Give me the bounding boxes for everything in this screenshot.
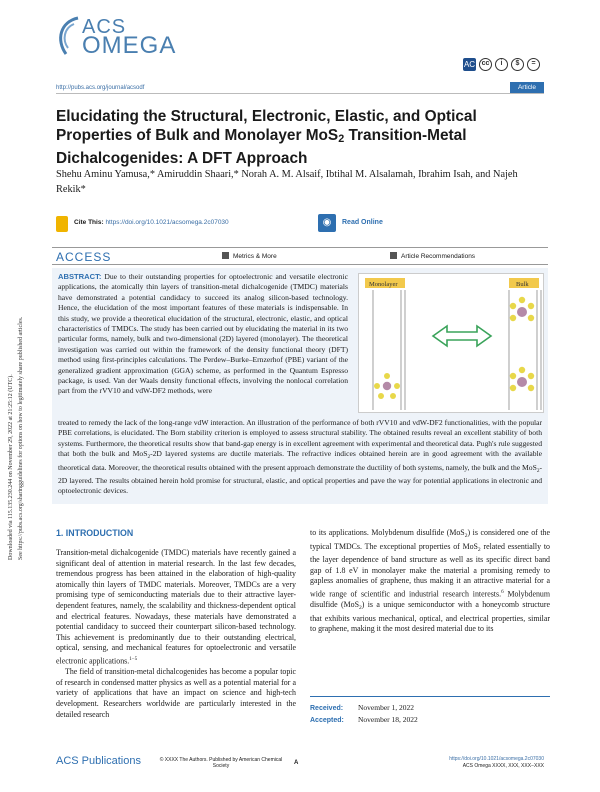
toc-molecule-bulk-bottom [510,367,534,391]
access-bar [52,247,548,265]
cite-bar [56,214,544,238]
doi-link[interactable]: https://doi.org/10.1021/acsomega.2c07030 [105,219,229,226]
journal-logo-omega: OMEGA [82,32,177,59]
toc-bulk-label: Bulk [516,281,529,288]
footer-citation [449,756,544,770]
section-heading-introduction: 1. INTRODUCTION [56,528,134,538]
footer-journal-citation: ACS Omega XXXX, XXX, XXX−XXX [462,763,544,769]
intro-left-column [56,548,296,720]
read-online-button[interactable] [318,214,418,234]
toc-graphic [358,273,544,413]
header-divider [56,93,544,94]
article-recommendations-link[interactable]: Article Recommendations [390,252,475,260]
nd-icon[interactable]: = [527,58,540,71]
ac-icon[interactable]: AC [463,60,476,69]
cite-icon [56,216,68,232]
copyright-notice: © XXXX The Authors. Published by American Chemical Society [159,757,283,769]
acs-publications-logo[interactable]: ACS Publications [56,755,141,767]
page-label: A [294,760,299,766]
journal-url-link[interactable]: http://pubs.acs.org/journal/acsodf [56,85,145,91]
by-icon[interactable]: i [495,58,508,71]
intro-right-column [310,528,550,635]
nc-icon[interactable]: $ [511,58,524,71]
journal-logo-acs: ACS [82,16,127,38]
download-notice: Downloaded via 115.135.230.244 on November 29, 2022 at 21:25:12 (UTC). See https://pubs.acs.org/sharingguidelines for options on how to legitimately share published articles. [8,316,24,560]
recommendations-icon [390,252,397,259]
access-label: ACCESS [56,250,112,264]
cite-this: Cite This: https://doi.org/10.1021/acsomega.2c07030 [74,219,229,226]
toc-arrow [433,326,491,346]
abstract-text-bottom: treated to remedy the lack of the long-range vdW interaction. An illustration of the performance of both rVV10 and vdW-DF2 functionalities, with the popular PBE correlations, is elucidated. The Born stability criterion is employed to assess structural stability. The obtained results reveal an excellent stability of both systems. Furthermore, the theoretical results show that band-gap energy is in excellent agreement with experimental and theoretical data. Pugh's rule suggested that both the bulk and MoS$_2$-2D layered systems are ductile materials. The refractive indices obtained herein are in good agreement with the available theoretical data. Moreover, the theoretical results obtained with the present approach demonstrate the ductility of both systems, namely, the bulk and the MoS$_2$-2D layered. The results obtained herein hold promise for structural, elastic, and optical properties and pave the way for potential applications in electronic and optoelectronic devices. [58,418,542,496]
metrics-icon [222,252,229,259]
article-badge: Article [510,82,544,93]
author-list: Shehu Aminu Yamusa,* Amiruddin Shaari,* Norah A. M. Alsaif, Ibtihal M. Alsalamah, Ibrahim Isah, and Najeh Rekik* [56,169,518,195]
toc-molecule-bulk-top [510,297,534,321]
toc-figure [359,274,545,414]
intro-paragraph-2: The field of transition-metal dichalcogenides has become a popular topic of research in condensed matter physics as well as a potential material for a variety of applications that have an impact on science and high-tech development. Researchers worldwide are particularly interested in the detailed research [56,667,296,719]
accepted-date: Accepted: November 18, 2022 [310,715,418,724]
intro-paragraph-3: to its applications. Molybdenum disulfide (MoS$_2$) is considered one of the typical TMDCs. The exceptional properties of MoS$_2$ related essentially to the layer dependence of band structure as well as its specific direct band gap of 1.8 eV in monolayer make the material a promising remedy to gapless anomalies of graphene, thus making it an attractive material for a wide range of scientific and industrial research interests.$^6$ Molybdenum disulfide (MoS$_2$) is a unique semiconductor with a honeycomb structure that exhibits various mechanical, optical, and electrical properties, similar to graphene, making it the most desired material due to its [310,528,550,634]
toc-molecule-monolayer [374,373,400,399]
toc-monolayer-label: Monolayer [369,281,398,288]
intro-paragraph-1: Transition-metal dichalcogenide (TMDC) materials have recently gained a significant deal of attention in material research. In the last few decades, tremendous progress has been attained in the elaboration of high-quality atomically thin layers of TMDC materials. Moreover, TMDCs are a very promising type of semiconducting materials due to their attractive layer-dependent features, namely, the scalability and thickness-dependent optical and electrical features. Nowadays, these materials have demonstrated a potential candidacy to succeed their counterpart silicon-based technology. This achievement is predominantly due to their outstanding electrical, optical, sensing, and mechanical features for optoelectronic and versatile electronic applications.$^{1-5}$ [56,548,296,666]
read-online-label: Read Online [342,219,383,226]
read-online-icon: ◉ [318,214,336,232]
cc-icon[interactable]: cc [479,58,492,71]
received-accepted-dates [310,696,550,726]
article-title: Elucidating the Structural, Electronic, Elastic, and Optical Properties of Bulk and Monolayer MoS$_2$ Transition-Metal Dichalcogenides: A DFT Approach [56,108,477,167]
metrics-more-link[interactable]: Metrics & More [222,252,277,260]
license-icons [463,58,540,71]
abstract-text-top: ABSTRACT: Due to their outstanding properties for optoelectronic and versatile electronic applications, the atomically thin layers of transition-metal dichalcogenide (TMDC) materials have demonstrated a potential candidacy to succeed its analog silicon-based technology. Hence, the elucidation of the most important features of these materials is indispensable. In this study, we provide a theoretical elucidation of the structural, electronic, elastic, and optical characteristics of TMDCs. The study has been carried out by elucidating the material in its two particular forms, namely, bulk and two-dimensional (2D) layered (monolayer). The theoretical investigation was carried out within the framework of the density functional theory (DFT) method using first-principles calculations. The Perdew–Burke–Ernzerhof (PBE) variant of the generalized gradient approximation (GGA) scheme, as performed in the Quantum Espresso package, is used. Van der Waals density functional effects, involving the nonlocal correlation part from the rVV10 and vdW-DF2 methods, were [58,272,348,396]
received-date: Received: November 1, 2022 [310,703,415,712]
footer-doi-link[interactable]: https://doi.org/10.1021/acsomega.2c07030 [449,756,544,762]
acs-omega-logo-icon [52,14,84,58]
